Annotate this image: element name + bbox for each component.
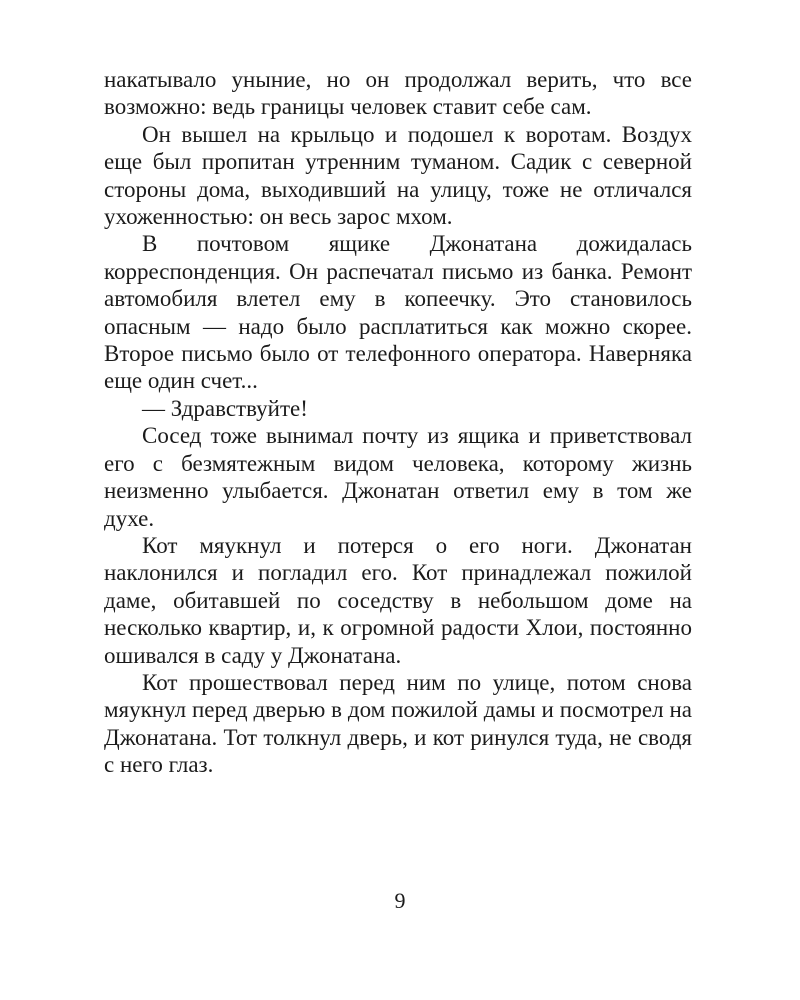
paragraph-neighbor: Сосед тоже вынимал почту из ящика и приветствовал его с безмятежным видом человека, которому жизнь неизменно улыбается. Джонатан ответил ему в том же духе.	[104, 423, 692, 531]
paragraph-cat: Кот мяукнул и потерся о его ноги. Джонатан наклонился и погладил его. Кот принадлежал пожилой даме, обитавшей по соседству в небольшом доме на несколько квартир, и, к огромной радости Хлои, постоянно ошивался в саду у Джонатана.	[104, 532, 692, 668]
paragraph-porch: Он вышел на крыльцо и подошел к воротам. Воздух еще был пропитан утренним туманом. Садик с северной стороны дома, выходивший на улицу, тоже не отличался ухоженностью: он весь зарос мхом.	[104, 121, 692, 230]
paragraph-continued: накатывало уныние, но он продолжал верить, что все возможно: ведь границы человек ставит себе сам.	[104, 67, 692, 120]
paragraph-greeting: — Здравствуйте!	[142, 395, 308, 421]
paragraph-mailbox: В почтовом ящике Джонатана дожидалась корреспонденция. Он распечатал письмо из банка. Ремонт автомобиля влетел ему в копеечку. Это становилось опасным — надо было расплатиться как можно скорее. Второе письмо было от телефонного оператора. Наверняка еще один счет...	[104, 231, 692, 394]
body-text	[104, 66, 692, 779]
paragraph-cat-street: Кот прошествовал перед ним по улице, потом снова мяукнул перед дверью в дом пожилой дамы и посмотрел на Джонатана. Тот толкнул дверь, и кот ринулся туда, не сводя с него глаз.	[104, 669, 692, 778]
page-number: 9	[394, 888, 406, 913]
